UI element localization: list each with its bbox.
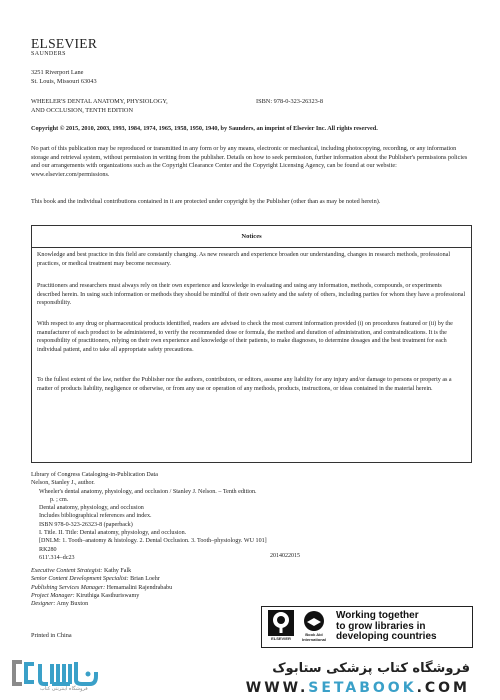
staff-credit-line	[31, 592, 172, 600]
cip-line: Nelson, Stanley J., author.	[31, 480, 95, 487]
cip-heading: Library of Congress Cataloging-in-Publication Data	[31, 472, 158, 478]
book-aid-logo2-caption: Book Aid International	[301, 632, 326, 642]
setabook-logo[interactable]	[10, 656, 125, 694]
book-aid-slogan	[336, 611, 437, 643]
publisher-logo: ELSEVIER	[31, 36, 98, 51]
address-line-1: 3251 Riverport Lane	[31, 69, 84, 76]
url-prefix: WWW.	[245, 680, 309, 696]
printed-in: Printed in China	[31, 632, 72, 639]
url-main: SETABOOK	[308, 680, 417, 696]
rights-paragraph: No part of this publication may be reproduced or transmitted in any form or by any means, electronic or mechanical, including photocopying, recording, or any information storage and retrieval system, without permission in writing from the publisher. Details on how to seek permission, further information about the Publisher's permissions policies and our arrangements with organizations such as the Copyright Clearance Center and the Copyright Licensing Agency, can be found at our website: www.elsevier.com/permissions.	[31, 145, 468, 178]
footer-url[interactable]	[246, 680, 470, 696]
notice-paragraph: With respect to any drug or pharmaceutical products identified, readers are advised to check the most current information provided (i) on procedures featured or (ii) by the manufacturer of each product to be administered, to verify the recommended dose or formula, the method and duration of administration, and contraindications. It is the responsibility of practitioners, relying on their own experience and knowledge of their patients, to make diagnoses, to determine dosages and the best treatment for each individual patient, and to take all appropriate safety precautions.	[37, 321, 453, 353]
staff-role: Designer:	[31, 601, 56, 608]
site-footer-banner	[0, 648, 500, 700]
book-aid-banner	[261, 606, 473, 648]
url-suffix: .COM	[416, 680, 470, 696]
copyright-notice: Copyright © 2015, 2010, 2003, 1993, 1984, 1974, 1965, 1958, 1950, 1940, by Saunders, an imprint of Elsevier Inc. All rights reserved.	[31, 125, 378, 132]
cip-data	[31, 471, 267, 562]
notices-box	[31, 225, 472, 463]
elsevier-tree-logo	[266, 610, 296, 644]
book-title	[31, 97, 168, 115]
tree-icon	[268, 610, 294, 636]
cip-line: Dental anatomy, physiology, and occlusion	[39, 505, 144, 512]
publisher-address	[31, 68, 97, 86]
staff-role: Project Manager:	[31, 592, 75, 599]
notices-title: Notices	[241, 233, 262, 240]
staff-name: Brian Loehr	[128, 576, 160, 583]
book-aid-logo1-caption: ELSEVIER	[271, 636, 291, 641]
staff-name: Hemamalini Rajendrababu	[105, 584, 173, 591]
staff-credit-line	[31, 575, 172, 583]
staff-credits	[31, 567, 172, 608]
slogan-line: Working together	[336, 610, 419, 622]
staff-role: Executive Content Strategist:	[31, 568, 103, 574]
cip-line: Includes bibliographical references and index.	[39, 513, 152, 520]
staff-credit-line	[31, 600, 172, 608]
isbn: ISBN: 978-0-323-26323-8	[256, 98, 323, 105]
cip-line: ISBN 978-0-323-26323-8 (paperback)	[39, 521, 133, 528]
staff-name: Kiruthiga Kasthuriswamy	[74, 592, 140, 599]
notice-paragraph: To the fullest extent of the law, neither the Publisher nor the authors, contributors, or editors, assume any liability for any injury and/or damage to persons or property as a matter of products liability, negligence or otherwise, or from any use or operation of any methods, products, instructions, or ideas contained in the material herein.	[37, 377, 452, 392]
book-aid-international-logo	[298, 610, 330, 644]
staff-name: Amy Buxton	[55, 601, 89, 608]
staff-role: Senior Content Development Specialist:	[31, 576, 129, 583]
book-title-line-2: AND OCCLUSION, TENTH EDITION	[31, 107, 134, 114]
book-title-line-1: WHEELER'S DENTAL ANATOMY, PHYSIOLOGY,	[31, 98, 168, 105]
cip-line: I. Title. II. Title: Dental anatomy, physiology, and occlusion.	[39, 530, 187, 537]
cip-line: 611'.314–dc23	[39, 554, 75, 561]
footer-persian-text: فروشگاه کتاب پزشکی ستابوک	[272, 661, 470, 676]
staff-role: Publishing Services Manager:	[31, 584, 106, 591]
cip-line: RK280	[39, 546, 57, 553]
publisher-imprint: SAUNDERS	[31, 51, 66, 57]
staff-credit-line	[31, 584, 172, 592]
staff-name: Kathy Falk	[102, 568, 132, 574]
staff-credit-line	[31, 567, 172, 575]
cip-number: 2014022015	[270, 553, 300, 559]
slogan-line: developing countries	[336, 631, 437, 643]
cip-line: Wheeler's dental anatomy, physiology, and occlusion / Stanley J. Nelson. – Tenth edition.	[39, 488, 257, 495]
book-aid-icon	[301, 610, 327, 632]
cip-line: [DNLM: 1. Tooth–anatomy & histology. 2. Dental Occlusion. 3. Tooth–physiology. WU 101]	[39, 538, 267, 545]
notices-divider	[32, 247, 471, 248]
notice-paragraph: Practitioners and researchers must always rely on their own experience and knowledge in evaluating and using any information, methods, compounds, or experiments described herein. In using such information or methods they should be mindful of their own safety and the safety of others, including parties for whom they have a professional responsibility.	[37, 283, 466, 307]
logo-caption: فروشگاه اینترنتی کتاب	[40, 686, 88, 692]
address-line-2: St. Louis, Missouri 63043	[31, 78, 97, 85]
protected-paragraph: This book and the individual contributions contained in it are protected under copyright by the Publisher (other than as may be noted herein).	[31, 198, 381, 205]
slogan-line: to grow libraries in	[336, 620, 426, 632]
cip-line: p. ; cm.	[50, 496, 69, 503]
notice-paragraph: Knowledge and best practice in this field are constantly changing. As new research and experience broaden our understanding, changes in research methods, professional practices, or medical treatment may become necessary.	[37, 252, 451, 267]
